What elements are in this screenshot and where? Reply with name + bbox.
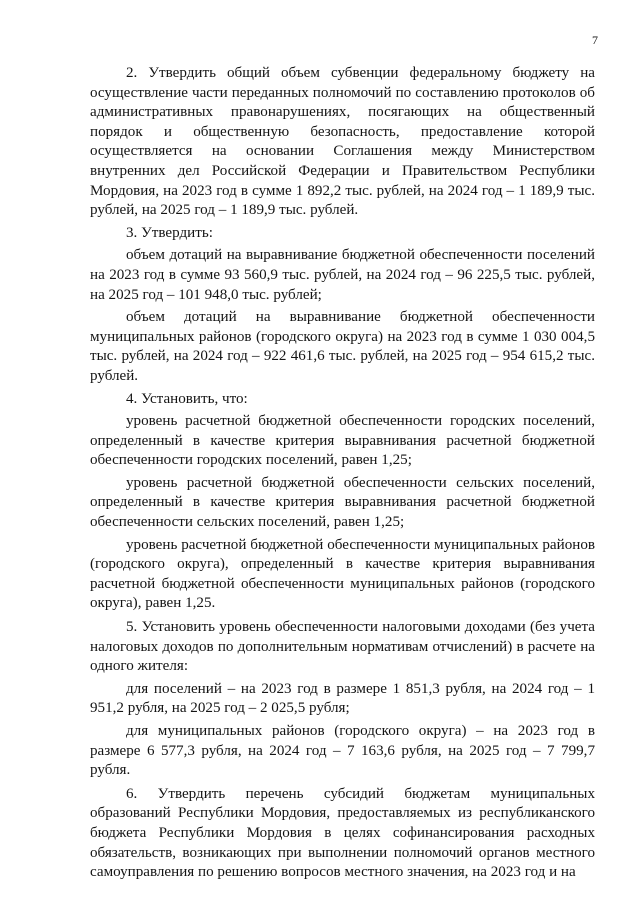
paragraph-4-districts-level: уровень расчетной бюджетной обеспеченности муниципальных районов (городского округа), определенный в качестве критерия выравнивания расчетной бюджетной обеспеченности муниципальных районов (городского округа), равен 1,25. [90, 536, 595, 612]
paragraph-3-heading: 3. Утвердить: [126, 224, 213, 241]
paragraph-4-rural-level: уровень расчетной бюджетной обеспеченности сельских поселений, определенный в качестве критерия выравнивания расчетной бюджетной обеспеченности сельских поселений, равен 1,25; [90, 474, 595, 531]
paragraph-5: 5. Установить уровень обеспеченности налоговыми доходами (без учета налоговых доходов по дополнительным нормативам отчислений) в расчете на одного жителя: [90, 619, 595, 675]
paragraph-5-settlements: для поселений – на 2023 год в размере 1 851,3 рубля, на 2024 год – 1 951,2 рубля, на 2025 год – 2 025,5 рубля; [90, 680, 595, 717]
paragraph-3-settlements-grants: объем дотаций на выравнивание бюджетной обеспеченности поселений на 2023 год в сумме 93 560,9 тыс. рублей, на 2024 год – 96 225,5 тыс. рублей, на 2025 год – 101 948,0 тыс. рублей; [90, 247, 595, 303]
paragraph-4-urban-level: уровень расчетной бюджетной обеспеченности городских поселений, определенный в качестве критерия выравнивания расчетной бюджетной обеспеченности городских поселений, равен 1,25; [90, 413, 595, 469]
paragraph-5-districts: для муниципальных районов (городского округа) – на 2023 год в размере 6 577,3 рубля, на 2024 год – 7 163,6 рубля, на 2025 год – 7 799,7 рубля. [90, 723, 595, 779]
document-body [90, 64, 595, 886]
paragraph-4-heading: 4. Установить, что: [126, 390, 248, 407]
paragraph-6: 6. Утвердить перечень субсидий бюджетам муниципальных образований Республики Мордовия, предоставляемых из республиканского бюджета Республики Мордовия в целях софинансирования расходных обязательств, возникающих при выполнении полномочий органов местного самоуправления по решению вопросов местного значения, на 2023 год и на [90, 785, 595, 881]
paragraph-2: 2. Утвердить общий объем субвенции федеральному бюджету на осуществление части переданных полномочий по составлению протоколов об административных правонарушениях, посягающих на общественный порядок и общественную безопасность, предоставление которой осуществляется на основании Соглашения между Министерством внутренних дел Российской Федерации и Правительством Республики Мордовия, на 2023 год в сумме 1 892,2 тыс. рублей, на 2024 год – 1 189,9 тыс. рублей, на 2025 год – 1 189,9 тыс. рублей. [90, 65, 595, 219]
page-number: 7 [592, 33, 598, 47]
paragraph-3-districts-grants: объем дотаций на выравнивание бюджетной обеспеченности муниципальных районов (городского округа) на 2023 год в сумме 1 030 004,5 тыс. рублей, на 2024 год – 922 461,6 тыс. рублей, на 2025 год – 954 615,2 тыс. рублей. [90, 309, 595, 384]
